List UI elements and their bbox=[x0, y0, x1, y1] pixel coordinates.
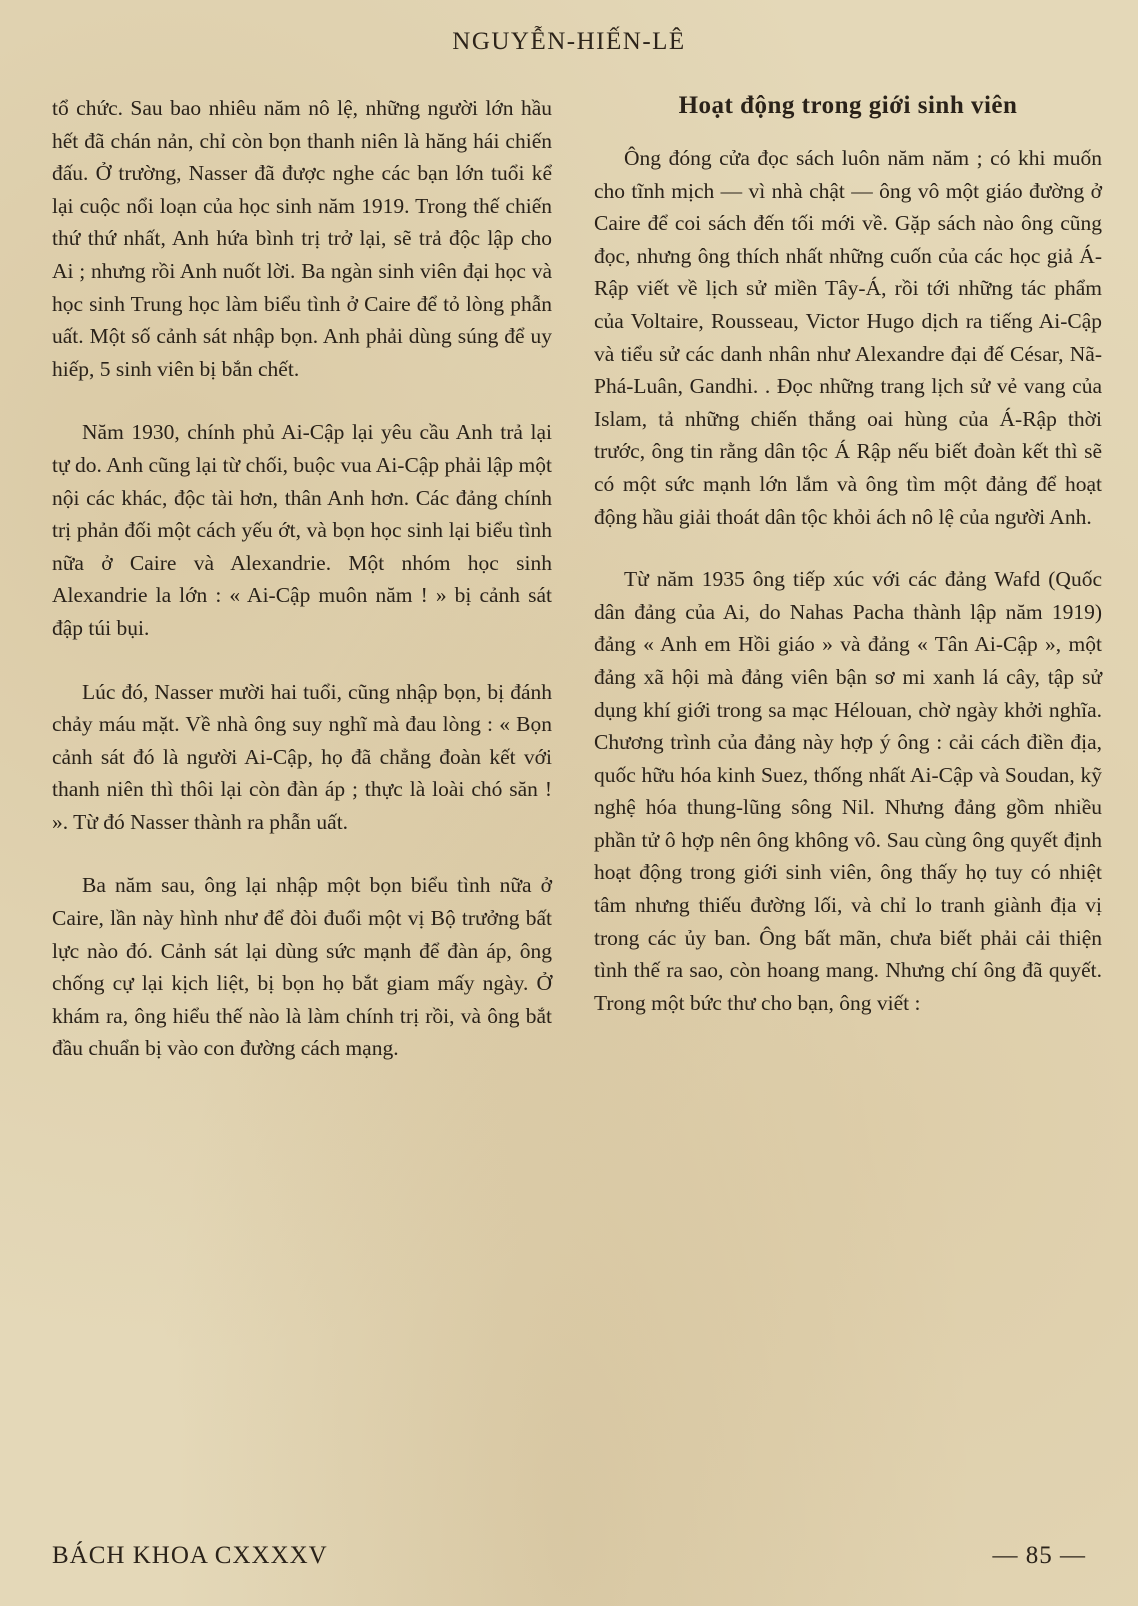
left-column bbox=[52, 92, 552, 1065]
page-number: — 85 — bbox=[992, 1542, 1086, 1569]
paragraph: Từ năm 1935 ông tiếp xúc với các đảng Wafd (Quốc dân đảng của Ai, do Nahas Pacha thành lập năm 1919) đảng « Anh em Hồi giáo » và đảng « Tân Ai-Cập », một đảng xã hội mà đảng viên bận sơ mi xanh lá cây, tập sử dụng khí giới trong sa mạc Hélouan, chờ ngày khởi nghĩa. Chương trình của đảng này hợp ý ông : cải cách điền địa, quốc hữu hóa kinh Suez, thống nhất Ai-Cập và Soudan, kỹ nghệ hóa thung-lũng sông Nil. Nhưng đảng gồm nhiều phần tử ô hợp nên ông không vô. Sau cùng ông quyết định hoạt động trong giới sinh viên, ông thấy họ tuy có nhiệt tâm nhưng thiếu đường lối, và chỉ lo tranh giành địa vị trong các ủy ban. Ông bất mãn, chưa biết phải cải thiện tình thế ra sao, còn hoang mang. Nhưng chí ông đã quyết. Trong một bức thư cho bạn, ông viết : bbox=[594, 567, 1102, 1015]
paragraph: Ông đóng cửa đọc sách luôn năm năm ; có khi muốn cho tĩnh mịch — vì nhà chật — ông vô một giáo đường ở Caire để coi sách đến tối mới về. Gặp sách nào ông cũng đọc, nhưng ông thích nhất những cuốn của các học giả Á-Rập viết về lịch sử miền Tây-Á, rồi tới những tác phẩm của Voltaire, Rousseau, Victor Hugo dịch ra tiếng Ai-Cập và tiểu sử các danh nhân như Alexandre đại đế César, Nã-Phá-Luân, Gandhi. . Đọc những trang lịch sử vẻ vang của Islam, tả những chiến thắng oai hùng của Á-Rập thời trước, ông tin rằng dân tộc Á Rập nếu biết đoàn kết thì sẽ có một sức mạnh lớn lắm và ông tìm một đảng để hoạt động hầu giải thoát dân tộc khỏi ách nô lệ của người Anh. bbox=[594, 146, 1102, 529]
paragraph: Năm 1930, chính phủ Ai-Cập lại yêu cầu Anh trả lại tự do. Anh cũng lại từ chối, buộc vua Ai-Cập phải lập một nội các khác, độc tài hơn, thân Anh hơn. Các đảng chính trị phản đối một cách yếu ớt, và bọn học sinh lại biểu tình nữa ở Caire và Alexandrie. Một nhóm học sinh Alexandrie la lớn : « Ai-Cập muôn năm ! » bị cảnh sát đập túi bụi. bbox=[52, 420, 552, 640]
right-column bbox=[594, 92, 1102, 1019]
section-title: Hoạt động trong giới sinh viên bbox=[678, 92, 1018, 119]
running-head: NGUYỄN-HIẾN-LÊ bbox=[452, 28, 686, 55]
paragraph: Lúc đó, Nasser mười hai tuổi, cũng nhập bọn, bị đánh chảy máu mặt. Về nhà ông suy nghĩ mà đau lòng : « Bọn cảnh sát đó là người Ai-Cập, họ đã chẳng đoàn kết với thanh niên thì thôi lại còn đàn áp ; thực là loài chó săn ! ». Từ đó Nasser thành ra phẫn uất. bbox=[52, 679, 552, 834]
magazine-footer: BÁCH KHOA CXXXXV bbox=[52, 1542, 328, 1569]
paragraph: tổ chức. Sau bao nhiêu năm nô lệ, những người lớn hầu hết đã chán nản, chỉ còn bọn thanh niên là hăng hái chiến đấu. Ở trường, Nasser đã được nghe các bạn lớn tuổi kể lại cuộc nổi loạn của học sinh năm 1919. Trong thế chiến thứ thứ nhất, Anh hứa bình trị trở lại, sẽ trả độc lập cho Ai ; nhưng rồi Anh nuốt lời. Ba ngàn sinh viên đại học và học sinh Trung học làm biểu tình ở Caire để tỏ lòng phẫn uất. Một số cảnh sát nhập bọn. Anh phải dùng súng để uy hiếp, 5 sinh viên bị bắn chết. bbox=[52, 96, 552, 381]
paragraph: Ba năm sau, ông lại nhập một bọn biểu tình nữa ở Caire, lần này hình như để đòi đuổi một vị Bộ trưởng bất lực nào đó. Cảnh sát lại dùng sức mạnh để đàn áp, ông chống cự lại kịch liệt, bị bọn họ bắt giam mấy ngày. Ở khám ra, ông hiểu thế nào là làm chính trị rồi, và ông bắt đầu chuẩn bị vào con đường cách mạng. bbox=[52, 873, 552, 1061]
